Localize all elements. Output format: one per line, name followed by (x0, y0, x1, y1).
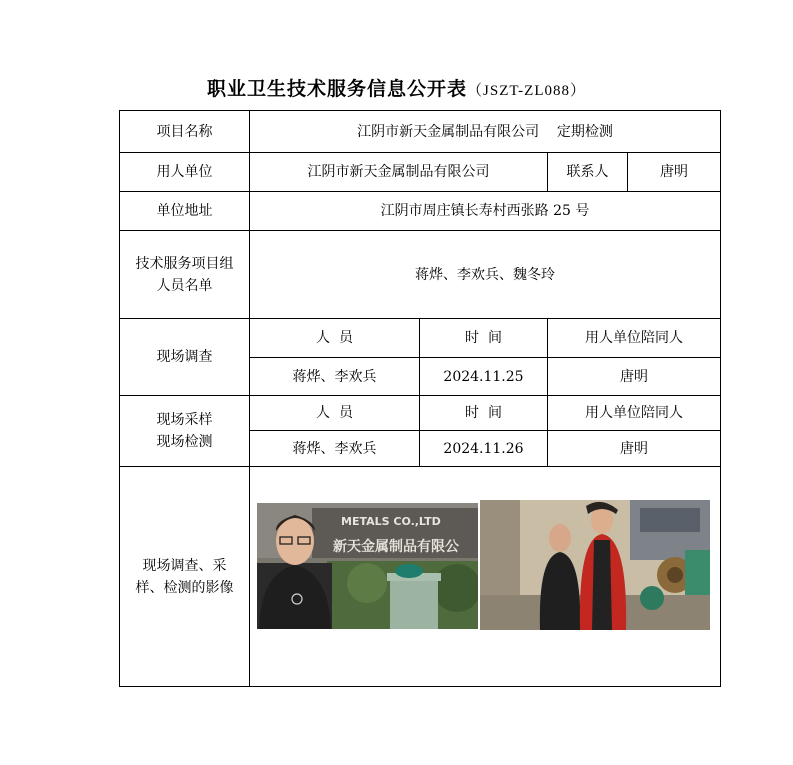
site-photo-2-image (480, 500, 710, 630)
sign-text-cn: 新天金属制品有限公 (333, 539, 459, 555)
site-photo-1-image (257, 503, 478, 629)
employer-value: 江阴市新天金属制品有限公司 (250, 153, 548, 192)
employer-label: 用人单位 (120, 153, 250, 192)
team-label-text: 技术服务项目组人员名单 (135, 255, 234, 294)
info-table (119, 110, 721, 687)
site-photo-2 (480, 500, 710, 630)
team-value: 蒋烨、李欢兵、魏冬玲 (250, 231, 721, 319)
sampling-person: 蒋烨、李欢兵 (250, 431, 420, 467)
sampling-time: 2024.11.26 (420, 431, 548, 467)
sampling-header-escort: 用人单位陪同人 (548, 396, 721, 431)
images-cell (250, 467, 721, 687)
address-value: 江阴市周庄镇长寿村西张路 25 号 (250, 192, 721, 231)
project-name-value: 江阴市新天金属制品有限公司 定期检测 (250, 111, 721, 153)
contact-value: 唐明 (628, 153, 721, 192)
contact-label: 联系人 (548, 153, 628, 192)
images-label (120, 467, 250, 687)
survey-header-person: 人 员 (250, 319, 420, 358)
survey-time: 2024.11.25 (420, 358, 548, 396)
team-label (120, 231, 250, 319)
title-text: 职业卫生技术服务信息公开表 (207, 78, 468, 100)
sampling-header-person: 人 员 (250, 396, 420, 431)
survey-escort: 唐明 (548, 358, 721, 396)
survey-header-time: 时 间 (420, 319, 548, 358)
page-title (0, 74, 793, 101)
sampling-label-text: 现场采样现场检测 (156, 412, 213, 450)
photo-area (250, 467, 720, 685)
survey-person: 蒋烨、李欢兵 (250, 358, 420, 396)
survey-label: 现场调查 (120, 319, 250, 396)
address-label: 单位地址 (120, 192, 250, 231)
sampling-escort: 唐明 (548, 431, 721, 467)
images-label-text: 现场调查、采样、检测的影像 (135, 557, 234, 596)
project-name-label: 项目名称 (120, 111, 250, 153)
site-photo-1 (257, 503, 478, 629)
sampling-header-time: 时 间 (420, 396, 548, 431)
sampling-label (120, 396, 250, 467)
title-code: （JSZT-ZL088） (467, 83, 586, 99)
survey-header-escort: 用人单位陪同人 (548, 319, 721, 358)
sign-text-en: METALS CO.,LTD (341, 515, 441, 528)
